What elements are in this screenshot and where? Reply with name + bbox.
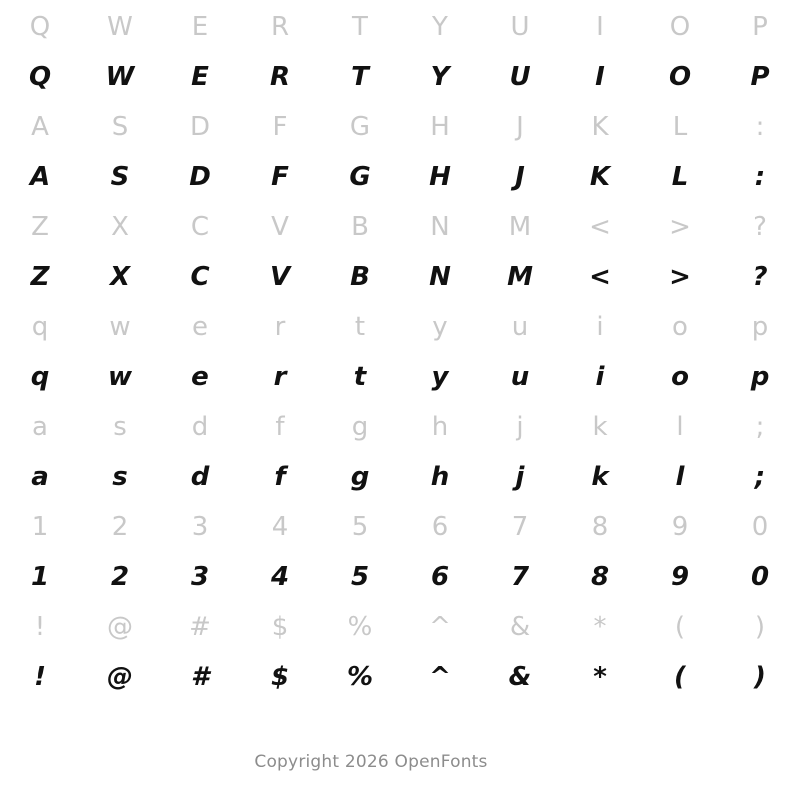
glyph-sample: $ bbox=[270, 662, 290, 692]
glyph-sample: 2 bbox=[110, 562, 130, 592]
glyph-sample: Y bbox=[430, 62, 450, 92]
key-label: ! bbox=[34, 612, 46, 642]
key-label: K bbox=[591, 112, 609, 142]
key-label: : bbox=[755, 112, 765, 142]
key-label: u bbox=[511, 312, 529, 342]
key-label: * bbox=[593, 612, 607, 642]
keyboard-key-row bbox=[0, 104, 800, 150]
glyph-sample: r bbox=[273, 362, 287, 392]
glyph-sample: & bbox=[508, 662, 532, 692]
glyph-sample: f bbox=[274, 462, 286, 492]
key-label: 2 bbox=[111, 512, 129, 542]
key-label: Q bbox=[29, 12, 51, 42]
key-label: E bbox=[191, 12, 209, 42]
character-row-pair bbox=[0, 204, 800, 304]
key-label: t bbox=[354, 312, 366, 342]
glyph-sample: t bbox=[353, 362, 367, 392]
glyph-sample: L bbox=[671, 162, 689, 192]
glyph-sample: D bbox=[189, 162, 211, 192]
key-label: r bbox=[274, 312, 286, 342]
glyph-sample: B bbox=[350, 262, 370, 292]
glyph-sample: d bbox=[190, 462, 210, 492]
glyph-sample: g bbox=[350, 462, 370, 492]
glyph-sample: H bbox=[429, 162, 451, 192]
key-label: j bbox=[516, 412, 524, 442]
character-row-pair bbox=[0, 504, 800, 604]
glyph-sample: P bbox=[750, 62, 770, 92]
glyph-sample: 9 bbox=[670, 562, 690, 592]
glyph-sample: 8 bbox=[590, 562, 610, 592]
glyph-sample: 7 bbox=[510, 562, 530, 592]
glyph-sample: a bbox=[31, 462, 49, 492]
key-label: B bbox=[351, 212, 369, 242]
key-label: k bbox=[592, 412, 608, 442]
key-label: l bbox=[676, 412, 684, 442]
glyph-sample-row bbox=[0, 350, 800, 404]
key-label: 3 bbox=[191, 512, 209, 542]
glyph-sample: M bbox=[507, 262, 533, 292]
glyph-sample: R bbox=[269, 62, 291, 92]
key-label: 6 bbox=[431, 512, 449, 542]
glyph-sample: 0 bbox=[750, 562, 770, 592]
key-label: ^ bbox=[429, 612, 451, 642]
glyph-sample: j bbox=[515, 462, 525, 492]
glyph-sample: O bbox=[668, 62, 692, 92]
glyph-sample: 4 bbox=[270, 562, 290, 592]
glyph-sample: ) bbox=[754, 662, 766, 692]
key-label: $ bbox=[271, 612, 289, 642]
character-row-pair bbox=[0, 104, 800, 204]
glyph-sample: ; bbox=[754, 462, 766, 492]
glyph-sample: p bbox=[750, 362, 770, 392]
key-label: J bbox=[516, 112, 524, 142]
key-label: 4 bbox=[271, 512, 289, 542]
key-label: P bbox=[752, 12, 768, 42]
key-label: p bbox=[751, 312, 769, 342]
glyph-sample: X bbox=[109, 262, 131, 292]
key-label: w bbox=[109, 312, 131, 342]
glyph-sample-row bbox=[0, 250, 800, 304]
glyph-sample: ! bbox=[34, 662, 46, 692]
key-label: ? bbox=[753, 212, 767, 242]
glyph-sample: y bbox=[431, 362, 449, 392]
key-label: S bbox=[111, 112, 129, 142]
glyph-sample: W bbox=[105, 62, 135, 92]
key-label: C bbox=[190, 212, 210, 242]
key-label: V bbox=[271, 212, 289, 242]
glyph-sample: ? bbox=[752, 262, 768, 292]
glyph-sample: h bbox=[430, 462, 450, 492]
key-label: D bbox=[189, 112, 211, 142]
key-label: G bbox=[349, 112, 371, 142]
key-label: T bbox=[352, 12, 368, 42]
glyph-sample: < bbox=[589, 262, 611, 292]
key-label: 0 bbox=[751, 512, 769, 542]
key-label: ( bbox=[674, 612, 686, 642]
glyph-sample: V bbox=[269, 262, 291, 292]
key-label: 8 bbox=[591, 512, 609, 542]
key-label: > bbox=[669, 212, 691, 242]
key-label: X bbox=[111, 212, 129, 242]
key-label: U bbox=[510, 12, 530, 42]
keyboard-key-row bbox=[0, 504, 800, 550]
glyph-sample: k bbox=[591, 462, 609, 492]
key-label: ; bbox=[755, 412, 765, 442]
glyph-sample: 6 bbox=[430, 562, 450, 592]
glyph-sample: K bbox=[589, 162, 611, 192]
glyph-sample-row bbox=[0, 650, 800, 704]
key-label: o bbox=[672, 312, 688, 342]
key-label: d bbox=[191, 412, 209, 442]
glyph-sample: * bbox=[593, 662, 607, 692]
glyph-sample: N bbox=[429, 262, 451, 292]
key-label: M bbox=[508, 212, 532, 242]
keyboard-key-row bbox=[0, 204, 800, 250]
glyph-sample: ^ bbox=[429, 662, 451, 692]
key-label: & bbox=[509, 612, 531, 642]
glyph-sample: l bbox=[675, 462, 685, 492]
glyph-sample: G bbox=[349, 162, 371, 192]
glyph-sample: F bbox=[271, 162, 289, 192]
glyph-sample: J bbox=[515, 162, 525, 192]
key-label: O bbox=[669, 12, 691, 42]
glyph-sample: s bbox=[112, 462, 128, 492]
glyph-sample: I bbox=[595, 62, 605, 92]
key-label: a bbox=[32, 412, 48, 442]
key-label: q bbox=[31, 312, 49, 342]
key-label: < bbox=[589, 212, 611, 242]
key-label: h bbox=[431, 412, 449, 442]
key-label: @ bbox=[107, 612, 133, 642]
key-label: H bbox=[430, 112, 450, 142]
key-label: ) bbox=[754, 612, 766, 642]
glyph-sample: U bbox=[509, 62, 531, 92]
glyph-sample: % bbox=[346, 662, 374, 692]
glyph-sample: Z bbox=[30, 262, 50, 292]
keyboard-key-row bbox=[0, 604, 800, 650]
key-label: e bbox=[192, 312, 208, 342]
key-label: I bbox=[596, 12, 604, 42]
key-label: % bbox=[347, 612, 373, 642]
key-label: W bbox=[107, 12, 133, 42]
glyph-sample: Q bbox=[28, 62, 52, 92]
key-label: f bbox=[275, 412, 285, 442]
glyph-sample: u bbox=[510, 362, 530, 392]
character-row-pair bbox=[0, 4, 800, 104]
key-label: Y bbox=[432, 12, 448, 42]
keyboard-key-row bbox=[0, 4, 800, 50]
glyph-sample-row bbox=[0, 550, 800, 604]
glyph-sample: > bbox=[669, 262, 691, 292]
glyph-sample: ( bbox=[674, 662, 686, 692]
glyph-sample: q bbox=[30, 362, 50, 392]
character-row-pair bbox=[0, 304, 800, 404]
key-label: L bbox=[672, 112, 688, 142]
glyph-sample: A bbox=[29, 162, 51, 192]
glyph-sample: w bbox=[107, 362, 133, 392]
key-label: g bbox=[351, 412, 369, 442]
key-label: R bbox=[270, 12, 290, 42]
key-label: N bbox=[430, 212, 450, 242]
key-label: s bbox=[113, 412, 127, 442]
key-label: y bbox=[432, 312, 448, 342]
glyph-sample: 3 bbox=[190, 562, 210, 592]
copyright-notice: Copyright 2026 OpenFonts bbox=[254, 752, 488, 772]
key-label: Z bbox=[31, 212, 49, 242]
key-label: 7 bbox=[511, 512, 529, 542]
glyph-sample-row bbox=[0, 50, 800, 104]
glyph-sample: e bbox=[191, 362, 209, 392]
keyboard-key-row bbox=[0, 404, 800, 450]
glyph-sample: @ bbox=[107, 662, 133, 692]
glyph-sample-row bbox=[0, 450, 800, 504]
key-label: i bbox=[596, 312, 604, 342]
glyph-sample: : bbox=[754, 162, 766, 192]
character-row-pair bbox=[0, 404, 800, 504]
glyph-sample: C bbox=[190, 262, 210, 292]
key-label: A bbox=[31, 112, 49, 142]
glyph-sample-row bbox=[0, 150, 800, 204]
keyboard-key-row bbox=[0, 304, 800, 350]
glyph-sample: T bbox=[351, 62, 369, 92]
key-label: F bbox=[272, 112, 288, 142]
glyph-sample: E bbox=[191, 62, 209, 92]
glyph-sample: o bbox=[671, 362, 689, 392]
key-label: 5 bbox=[351, 512, 369, 542]
glyph-sample: 1 bbox=[30, 562, 50, 592]
glyph-sample: 5 bbox=[350, 562, 370, 592]
glyph-sample: S bbox=[110, 162, 130, 192]
key-label: 9 bbox=[671, 512, 689, 542]
glyph-sample: # bbox=[190, 662, 210, 692]
key-label: 1 bbox=[31, 512, 49, 542]
key-label: # bbox=[189, 612, 211, 642]
glyph-sample: i bbox=[595, 362, 605, 392]
character-row-pair bbox=[0, 604, 800, 704]
